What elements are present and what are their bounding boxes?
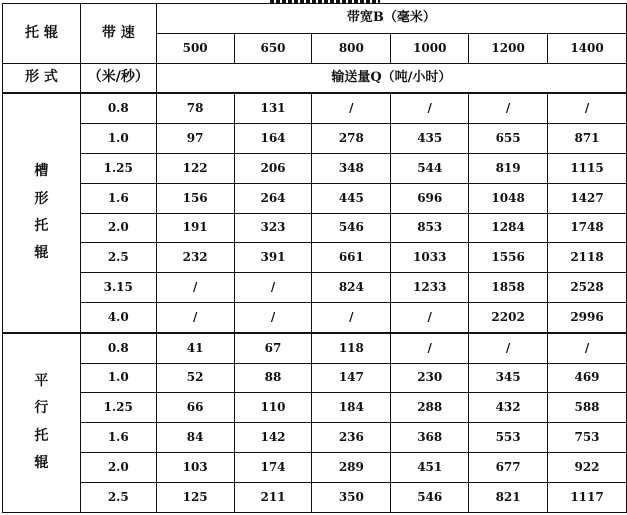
speed-header-top: 带 速 xyxy=(80,4,156,64)
belt-width-cell: 1200 xyxy=(469,33,548,63)
capacity-value-cell: 78 xyxy=(156,93,234,123)
capacity-value-cell: 125 xyxy=(156,482,234,512)
roller-form-char: 平 xyxy=(34,372,49,389)
capacity-value-cell: 348 xyxy=(312,153,391,183)
capacity-value-cell: 52 xyxy=(156,363,234,393)
capacity-value-cell: 1427 xyxy=(548,183,627,213)
capacity-value-cell: 1233 xyxy=(391,273,469,303)
capacity-value-cell: 391 xyxy=(234,243,312,273)
table-row xyxy=(3,333,627,363)
belt-capacity-table xyxy=(2,3,627,513)
table-row xyxy=(3,452,627,482)
capacity-value-cell: 1048 xyxy=(469,183,548,213)
capacity-value-cell: 118 xyxy=(312,333,391,363)
roller-form-char: 槽 xyxy=(34,163,49,180)
table-row xyxy=(3,93,627,123)
capacity-value-cell: 1748 xyxy=(548,213,627,243)
roller-form-header-bottom: 形 式 xyxy=(3,63,81,93)
capacity-value-cell: 131 xyxy=(234,93,312,123)
capacity-value-cell: 368 xyxy=(391,423,469,453)
capacity-value-cell: 1115 xyxy=(548,153,627,183)
capacity-value-cell: 97 xyxy=(156,124,234,154)
speed-cell: 3.15 xyxy=(80,273,156,303)
roller-form-header-top: 托 辊 xyxy=(3,4,81,64)
table-body xyxy=(3,4,627,513)
capacity-table-container xyxy=(2,3,627,513)
table-row xyxy=(3,302,627,332)
capacity-value-cell: 122 xyxy=(156,153,234,183)
capacity-value-cell: / xyxy=(469,333,548,363)
capacity-value-cell: 2996 xyxy=(548,302,627,332)
capacity-value-cell: 345 xyxy=(469,363,548,393)
header-row-1 xyxy=(3,4,627,34)
capacity-value-cell: 451 xyxy=(391,452,469,482)
speed-cell: 0.8 xyxy=(80,333,156,363)
roller-form-char: 行 xyxy=(34,400,49,417)
capacity-value-cell: 922 xyxy=(548,452,627,482)
capacity-value-cell: 553 xyxy=(469,423,548,453)
capacity-value-cell: 1284 xyxy=(469,213,548,243)
table-row xyxy=(3,213,627,243)
speed-cell: 2.0 xyxy=(80,452,156,482)
capacity-value-cell: 435 xyxy=(391,124,469,154)
capacity-value-cell: 236 xyxy=(312,423,391,453)
capacity-value-cell: 445 xyxy=(312,183,391,213)
capacity-value-cell: 546 xyxy=(312,213,391,243)
table-row xyxy=(3,273,627,303)
capacity-value-cell: 288 xyxy=(391,393,469,423)
belt-width-cell: 800 xyxy=(312,33,391,63)
speed-cell: 1.25 xyxy=(80,393,156,423)
belt-width-cell: 500 xyxy=(156,33,234,63)
capacity-value-cell: 588 xyxy=(548,393,627,423)
capacity-value-cell: 206 xyxy=(234,153,312,183)
capacity-value-cell: 350 xyxy=(312,482,391,512)
capacity-value-cell: 278 xyxy=(312,124,391,154)
speed-cell: 0.8 xyxy=(80,93,156,123)
capacity-value-cell: / xyxy=(312,93,391,123)
speed-cell: 1.6 xyxy=(80,423,156,453)
table-row xyxy=(3,243,627,273)
capacity-value-cell: 66 xyxy=(156,393,234,423)
capacity-value-cell: 2528 xyxy=(548,273,627,303)
roller-form-char: 辊 xyxy=(34,245,49,262)
capacity-value-cell: / xyxy=(391,302,469,332)
capacity-value-cell: 264 xyxy=(234,183,312,213)
capacity-value-cell: / xyxy=(234,302,312,332)
speed-cell: 1.25 xyxy=(80,153,156,183)
capacity-value-cell: 2118 xyxy=(548,243,627,273)
capacity-value-cell: 871 xyxy=(548,124,627,154)
capacity-value-cell: 432 xyxy=(469,393,548,423)
capacity-value-cell: 655 xyxy=(469,124,548,154)
capacity-value-cell: 230 xyxy=(391,363,469,393)
capacity-value-cell: 853 xyxy=(391,213,469,243)
capacity-value-cell: / xyxy=(548,93,627,123)
table-row xyxy=(3,482,627,512)
capacity-value-cell: / xyxy=(548,333,627,363)
table-row xyxy=(3,124,627,154)
belt-width-header: 带宽B（毫米） xyxy=(156,4,626,34)
capacity-value-cell: 156 xyxy=(156,183,234,213)
capacity-value-cell: 1117 xyxy=(548,482,627,512)
capacity-value-cell: 1033 xyxy=(391,243,469,273)
capacity-value-cell: 211 xyxy=(234,482,312,512)
speed-cell: 2.5 xyxy=(80,482,156,512)
speed-cell: 1.6 xyxy=(80,183,156,213)
header-row-2 xyxy=(3,63,627,93)
roller-form-char: 托 xyxy=(34,218,49,235)
capacity-value-cell: / xyxy=(391,333,469,363)
capacity-value-cell: 147 xyxy=(312,363,391,393)
capacity-value-cell: 677 xyxy=(469,452,548,482)
belt-width-cell: 650 xyxy=(234,33,312,63)
table-row xyxy=(3,153,627,183)
capacity-value-cell: 164 xyxy=(234,124,312,154)
table-row xyxy=(3,183,627,213)
capacity-value-cell: 110 xyxy=(234,393,312,423)
capacity-value-cell: 174 xyxy=(234,452,312,482)
capacity-value-cell: 819 xyxy=(469,153,548,183)
roller-form-char: 辊 xyxy=(34,455,49,472)
capacity-value-cell: 544 xyxy=(391,153,469,183)
capacity-value-cell: 184 xyxy=(312,393,391,423)
roller-form-char: 形 xyxy=(34,190,49,207)
capacity-value-cell: / xyxy=(156,302,234,332)
capacity-value-cell: 103 xyxy=(156,452,234,482)
capacity-value-cell: 546 xyxy=(391,482,469,512)
belt-width-cell: 1000 xyxy=(391,33,469,63)
capacity-value-cell: / xyxy=(391,93,469,123)
capacity-value-cell: 661 xyxy=(312,243,391,273)
capacity-value-cell: 323 xyxy=(234,213,312,243)
capacity-value-cell: 469 xyxy=(548,363,627,393)
capacity-value-cell: 67 xyxy=(234,333,312,363)
capacity-value-cell: 821 xyxy=(469,482,548,512)
roller-form-cell xyxy=(3,333,81,512)
speed-cell: 2.5 xyxy=(80,243,156,273)
speed-cell: 4.0 xyxy=(80,302,156,332)
speed-cell: 1.0 xyxy=(80,363,156,393)
capacity-value-cell: 84 xyxy=(156,423,234,453)
capacity-value-cell: / xyxy=(156,273,234,303)
capacity-value-cell: 232 xyxy=(156,243,234,273)
speed-header-bottom: （米/秒） xyxy=(80,63,156,93)
capacity-value-cell: 1858 xyxy=(469,273,548,303)
capacity-value-cell: / xyxy=(234,273,312,303)
capacity-header: 输送量Q（吨/小时） xyxy=(156,63,626,93)
speed-cell: 2.0 xyxy=(80,213,156,243)
capacity-value-cell: 142 xyxy=(234,423,312,453)
belt-width-cell: 1400 xyxy=(548,33,627,63)
capacity-value-cell: 753 xyxy=(548,423,627,453)
capacity-value-cell: 289 xyxy=(312,452,391,482)
capacity-value-cell: 1556 xyxy=(469,243,548,273)
table-row xyxy=(3,363,627,393)
capacity-value-cell: 41 xyxy=(156,333,234,363)
table-row xyxy=(3,393,627,423)
capacity-value-cell: 88 xyxy=(234,363,312,393)
capacity-value-cell: 2202 xyxy=(469,302,548,332)
roller-form-cell xyxy=(3,93,81,332)
table-row xyxy=(3,423,627,453)
capacity-value-cell: / xyxy=(312,302,391,332)
capacity-value-cell: 191 xyxy=(156,213,234,243)
roller-form-char: 托 xyxy=(34,427,49,444)
capacity-value-cell: 696 xyxy=(391,183,469,213)
capacity-value-cell: / xyxy=(469,93,548,123)
capacity-value-cell: 824 xyxy=(312,273,391,303)
speed-cell: 1.0 xyxy=(80,124,156,154)
